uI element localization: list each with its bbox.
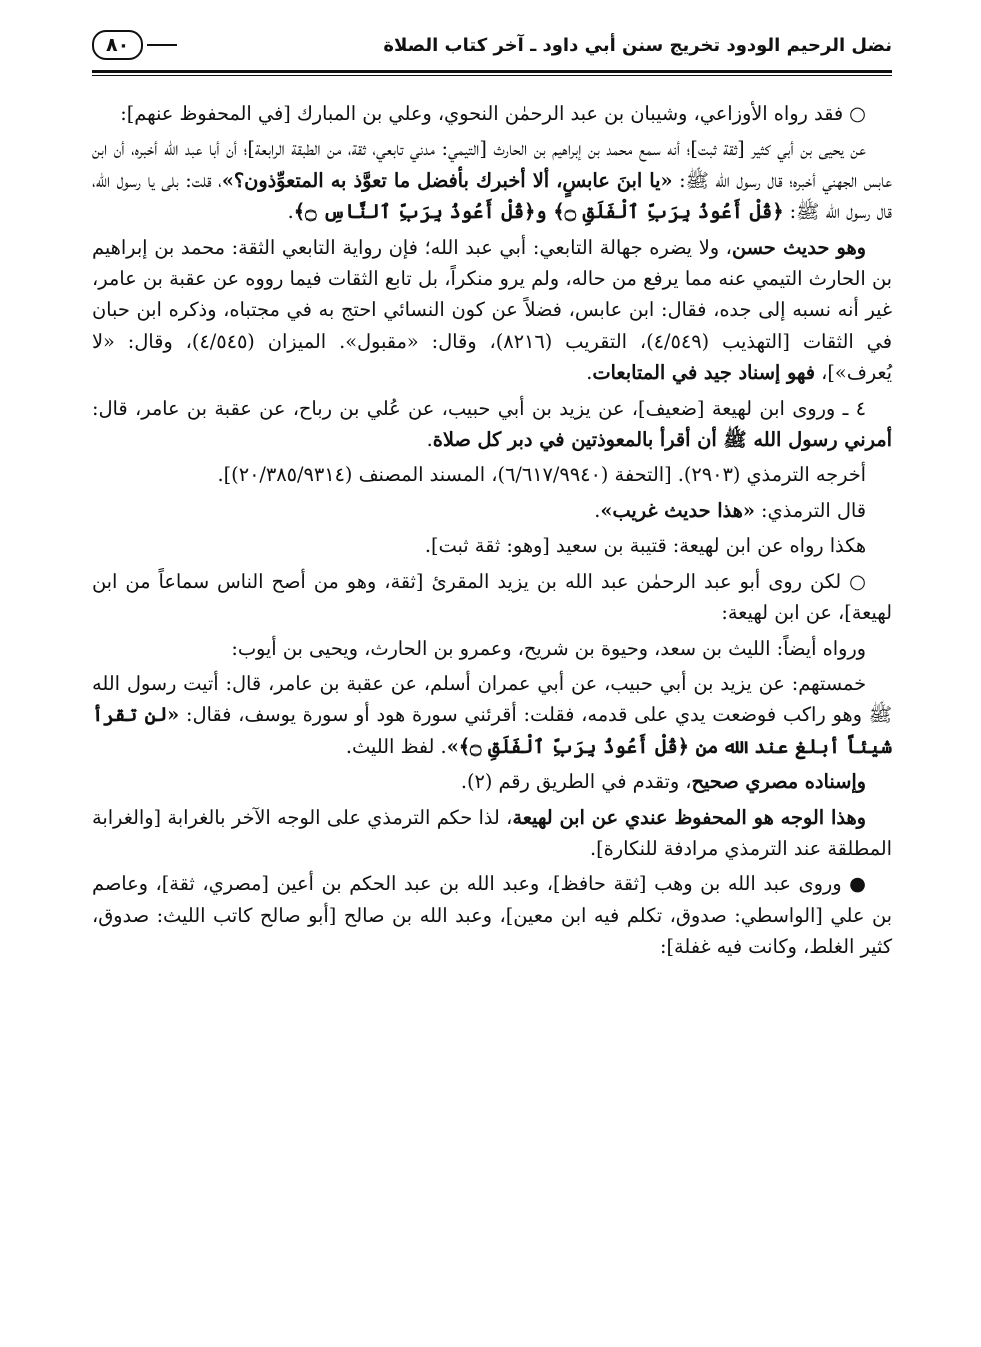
paragraph	[92, 459, 892, 490]
paragraph	[92, 232, 892, 389]
paragraph	[92, 668, 892, 762]
text-run: ، قلت: بلى يا رسول الله، قال رسول الله ﷺ:	[92, 168, 892, 224]
paragraph	[92, 530, 892, 561]
paragraph	[92, 766, 892, 797]
bold-text-run: وهو حديث حسن	[731, 235, 866, 259]
text-run: خمستهم: عن يزيد بن أبي حبيب، عن أبي عمران أسلم، عن عقبة بن عامر، قال: أتيت رسول الله ﷺ وهو راكب فوضعت يدي على قدمه، فقلت: أقرئني سورة هود أو سورة يوسف، فقال:	[92, 671, 892, 727]
header-line-ornament	[147, 44, 177, 46]
header-rule	[92, 70, 892, 73]
text-run: .	[287, 200, 294, 224]
bold-text-run: «هذا حديث غريب»	[600, 498, 755, 522]
text-run: .	[594, 498, 601, 522]
header-rule-thin	[92, 75, 892, 76]
text-run: .	[586, 361, 593, 385]
text-run: ، لذا حكم الترمذي على الوجه الآخر بالغرابة [والغرابة المطلقة عند الترمذي مرادفة للنكارة].	[92, 805, 892, 860]
page-header	[92, 30, 892, 60]
paragraph	[92, 566, 892, 629]
main-text	[92, 98, 892, 967]
paragraph	[92, 633, 892, 664]
text-run: ○ فقد رواه الأوزاعي، وشيبان بن عبد الرحمٰن النحوي، وعلي بن المبارك [في المحفوظ عنهم]:	[120, 102, 866, 125]
text-run: .	[426, 428, 433, 452]
paragraph	[92, 802, 892, 865]
bold-text-run: ﴿قُلْ أَعُوذُ بِرَبِّ ٱلْفَلَقِ ۝﴾ و﴿قُلْ أَعُوذُ بِرَبِّ ٱلنَّاسِ ۝﴾	[293, 200, 784, 224]
text-run: ٤ ـ وروى ابن لهيعة [ضعيف]، عن يزيد بن أبي حبيب، عن عُلي بن رباح، عن عقبة بن عامر، قال:	[92, 396, 866, 420]
paragraph	[92, 133, 892, 227]
paragraph	[92, 393, 892, 456]
bold-text-run: أمرني رسول الله ﷺ أن أقرأ بالمعوذتين في دبر كل صلاة	[432, 428, 892, 452]
running-title: نضل الرحيم الودود تخريج سنن أبي داود ـ آخر كتاب الصلاة	[383, 34, 892, 56]
text-run: ، وتقدم في الطريق رقم (٢).	[460, 770, 692, 794]
bold-text-run: وهذا الوجه هو المحفوظ عندي عن ابن لهيعة	[512, 805, 866, 829]
bold-text-run: وإسناده مصري صحيح	[691, 770, 866, 794]
bold-text-run: «يا ابنَ عابسٍ، ألا أخبرك بأفضل ما تعوَّذ به المتعوِّذون؟»	[221, 168, 673, 192]
text-run: ○ لكن روى أبو عبد الرحمٰن عبد الله بن يزيد المقرئ [ثقة، وهو من أصح الناس سماعاً من ابن لهيعة]، عن ابن لهيعة:	[92, 569, 892, 625]
paragraph	[92, 495, 892, 526]
text-run: عن يحيى بن أبي كثير [ثقة ثبت]؛ أنه سمع محمد بن إبراهيم بن الحارث [التيمي: مدني تابعي، ثقة، من الطبقة الرابعة]؛ أن أبا عبد الله أخبره، أن ابن عابس الجهني أخبره؛ قال رسول الله ﷺ:	[92, 137, 893, 192]
text-run: أخرجه الترمذي (٢٩٠٣). [التحفة (٦/٦١٧/٩٩٤٠)، المسند المصنف (٢٠/٣٨٥/٩٣١٤)].	[217, 463, 866, 487]
bold-text-run: فهو إسناد جيد في المتابعات	[592, 361, 816, 385]
bold-text-run: «لن تقرأ شيئاً أبلغ عند الله من ﴿قُلْ أَعُوذُ بِرَبِّ ٱلْفَلَقِ ۝﴾»	[92, 703, 892, 758]
text-run: قال الترمذي:	[754, 498, 866, 522]
paragraph	[92, 868, 892, 962]
text-run: ، ولا يضره جهالة التابعي: أبي عبد الله؛ فإن رواية التابعي الثقة: محمد بن إبراهيم بن الحارث التيمي عنه مما يرفع من حاله، ولم يرو منكراً، بل تابع الثقات فيما رووه عن عقبة بن عامر، غير أنه نسبه إلى جده، فقال: ابن عابس، فضلاً عن كون النسائي احتج به في مجتباه، وذكره ابن حبان في الثقات [التهذيب (٤/٥٤٩)، التقريب (٨٢١٦)، وقال: «مقبول». الميزان (٤/٥٤٥)، وقال: «لا يُعرف»]،	[92, 235, 892, 385]
text-run: ورواه أيضاً: الليث بن سعد، وحيوة بن شريح، وعمرو بن الحارث، ويحيى بن أيوب:	[231, 636, 866, 660]
page-number: ٨٠	[92, 30, 143, 60]
text-run: ● وروى عبد الله بن وهب [ثقة حافظ]، وعبد الله بن عبد الحكم بن أعين [مصري، ثقة]، وعاصم بن علي [الواسطي: صدوق، تكلم فيه ابن معين]، وعبد الله بن صالح [أبو صالح كاتب الليث: صدوق، كثير الغلط، وكانت فيه غفلة]:	[92, 872, 892, 959]
page-number-ornament	[92, 30, 177, 60]
text-run: هكذا رواه عن ابن لهيعة: قتيبة بن سعيد [وهو: ثقة ثبت].	[424, 534, 866, 558]
text-run: . لفظ الليث.	[345, 734, 447, 758]
paragraph	[92, 98, 892, 129]
